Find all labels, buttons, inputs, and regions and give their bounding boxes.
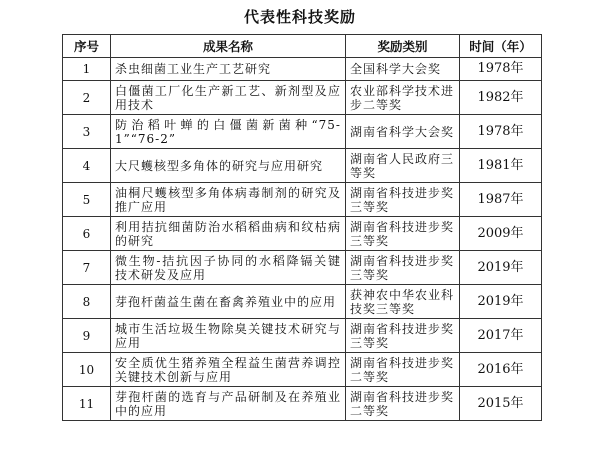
award-year: 2019年	[460, 251, 542, 285]
document-title: 代表性科技奖励	[243, 8, 356, 26]
award-year: 1978年	[460, 58, 542, 81]
row-index: 1	[63, 58, 111, 81]
table-row	[63, 387, 542, 421]
achievement-name: 防治稻叶蝉的白僵菌新菌种“75-1”“76-2”	[111, 115, 346, 149]
table-row	[63, 285, 542, 319]
award-category: 全国科学大会奖	[346, 58, 460, 81]
award-year: 1987年	[460, 183, 542, 217]
header-name: 成果名称	[111, 35, 346, 58]
award-category: 湖南省科技进步奖三等奖	[346, 183, 460, 217]
award-year: 1978年	[460, 115, 542, 149]
table-header-row	[63, 35, 542, 58]
award-year: 2016年	[460, 353, 542, 387]
achievement-name: 芽孢杆菌的选育与产品研制及在养殖业中的应用	[111, 387, 346, 421]
achievement-name: 白僵菌工厂化生产新工艺、新剂型及应用技术	[111, 81, 346, 115]
award-year: 2009年	[460, 217, 542, 251]
table-row	[63, 353, 542, 387]
header-index: 序号	[63, 35, 111, 58]
awards-table	[62, 34, 542, 421]
row-index: 6	[63, 217, 111, 251]
achievement-name: 城市生活垃圾生物除臭关键技术研究与应用	[111, 319, 346, 353]
award-category: 湖南省科技进步奖二等奖	[346, 387, 460, 421]
row-index: 11	[63, 387, 111, 421]
achievement-name: 大尺蠖核型多角体的研究与应用研究	[111, 149, 346, 183]
achievement-name: 杀虫细菌工业生产工艺研究	[111, 58, 346, 81]
row-index: 2	[63, 81, 111, 115]
award-year: 2015年	[460, 387, 542, 421]
award-category: 湖南省人民政府三等奖	[346, 149, 460, 183]
header-award: 奖励类别	[346, 35, 460, 58]
award-category: 农业部科学技术进步二等奖	[346, 81, 460, 115]
row-index: 5	[63, 183, 111, 217]
award-year: 2017年	[460, 319, 542, 353]
header-year: 时间（年）	[460, 35, 542, 58]
table-row	[63, 81, 542, 115]
table-row	[63, 149, 542, 183]
row-index: 3	[63, 115, 111, 149]
award-year: 2019年	[460, 285, 542, 319]
achievement-name: 芽孢杆菌益生菌在畜禽养殖业中的应用	[111, 285, 346, 319]
table-row	[63, 319, 542, 353]
award-category: 湖南省科技进步奖三等奖	[346, 319, 460, 353]
row-index: 9	[63, 319, 111, 353]
award-category: 湖南省科技进步奖二等奖	[346, 353, 460, 387]
achievement-name: 安全质优生猪养殖全程益生菌营养调控关键技术创新与应用	[111, 353, 346, 387]
award-category: 湖南省科学大会奖	[346, 115, 460, 149]
award-category: 湖南省科技进步奖三等奖	[346, 217, 460, 251]
award-category: 获神农中华农业科技奖三等奖	[346, 285, 460, 319]
table-row	[63, 58, 542, 81]
table-row	[63, 115, 542, 149]
table-row	[63, 217, 542, 251]
row-index: 7	[63, 251, 111, 285]
award-category: 湖南省科技进步奖三等奖	[346, 251, 460, 285]
award-year: 1981年	[460, 149, 542, 183]
achievement-name: 油桐尺蠖核型多角体病毒制剂的研究及推广应用	[111, 183, 346, 217]
table-row	[63, 251, 542, 285]
row-index: 10	[63, 353, 111, 387]
row-index: 8	[63, 285, 111, 319]
achievement-name: 微生物-拮抗因子协同的水稻降镉关键技术研发及应用	[111, 251, 346, 285]
award-year: 1982年	[460, 81, 542, 115]
achievement-name: 利用拮抗细菌防治水稻稻曲病和纹枯病的研究	[111, 217, 346, 251]
table-row	[63, 183, 542, 217]
row-index: 4	[63, 149, 111, 183]
